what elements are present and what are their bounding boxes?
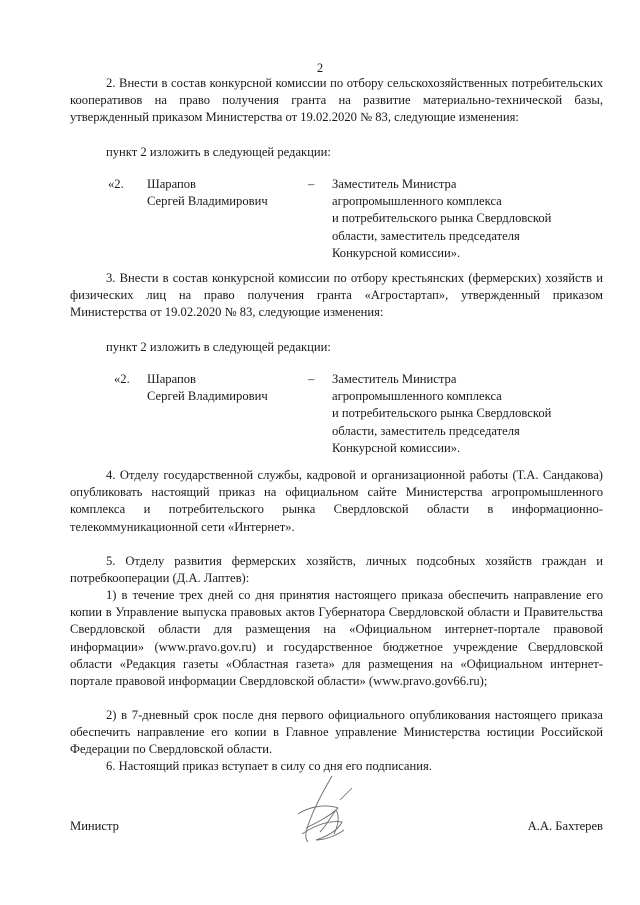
member-surname: Шарапов [147, 372, 196, 386]
position-line: агропромышленного комплекса [332, 194, 502, 209]
signatory-title: Министр [70, 819, 119, 833]
item-2-subtext: пункт 2 изложить в следующей редакции: [106, 145, 331, 159]
member-name [147, 176, 307, 210]
item-6-text: 6. Настоящий приказ вступает в силу со дня его подписания. [106, 759, 432, 773]
entry-dash: – [308, 372, 315, 386]
position-line: агропромышленного комплекса [332, 389, 502, 404]
item-5-text: 5. Отделу развития фермерских хозяйств, личных подсобных хозяйств граждан и потребкооперации (Д.А. Лаптев): [70, 554, 603, 586]
member-name [147, 371, 307, 405]
position-line: Конкурсной комиссии». [332, 440, 461, 455]
page-number: 2 [316, 61, 324, 75]
member-position [332, 371, 617, 457]
member-surname: Шарапов [147, 177, 196, 191]
item-5-subitem-1: 1) в течение трех дней со дня принятия настоящего приказа обеспечить направление его копии в Управление выпуска правовых актов Губернатора Свердловской области и Правительства Свердловской области для размещения на «Официальном интернет-портале правовой информации» (www.pravo.gov.ru) и государственное бюджетное учреждение Свердловской области «Редакция газеты «Областная газета» для размещения на «Официальном интернет-портале правовой информации Свердловской области» (www.pravo.gov66.ru); [70, 588, 603, 689]
item-3-member-entry [70, 371, 603, 461]
entry-dash: – [308, 177, 315, 191]
member-position [332, 176, 617, 262]
item-3-subtext: пункт 2 изложить в следующей редакции: [106, 340, 331, 354]
position-line: области, заместитель председателя [332, 228, 520, 243]
item-3-text: 3. Внести в состав конкурсной комиссии по отбору крестьянских (фермерских) хозяйств и физических лиц на право получения гранта «Агростартап», утвержденный приказом Министерства от 19.02.2020 № 83, следующие изменения: [70, 271, 603, 320]
position-line: и потребительского рынка Свердловской [332, 211, 552, 226]
position-line: и потребительского рынка Свердловской [332, 406, 552, 421]
position-line: Заместитель Министра [332, 177, 457, 191]
member-given-names: Сергей Владимирович [147, 194, 268, 209]
entry-number: «2. [114, 372, 130, 386]
position-line: Заместитель Министра [332, 372, 457, 386]
signature-block [70, 818, 603, 838]
item-4-text: 4. Отделу государственной службы, кадровой и организационной работы (Т.А. Сандакова) опубликовать настоящий приказ на официальном сайте Министерства агропромышленного комплекса и потребительского рынка Свердловской области в информационно-телекоммуникационной сети «Интернет». [70, 468, 603, 534]
position-line: области, заместитель председателя [332, 423, 520, 438]
handwritten-signature [280, 770, 370, 850]
entry-number: «2. [108, 177, 124, 191]
signatory-name: А.А. Бахтерев [527, 819, 603, 833]
position-line: Конкурсной комиссии». [332, 245, 461, 260]
member-given-names: Сергей Владимирович [147, 389, 268, 404]
item-2-member-entry [70, 176, 603, 266]
item-5-subitem-2: 2) в 7-дневный срок после дня первого официального опубликования настоящего приказа обеспечить направление его копии в Главное управление Министерства юстиции Российской Федерации по Свердловской области. [70, 708, 603, 757]
item-2-text: 2. Внести в состав конкурсной комиссии по отбору сельскохозяйственных потребительских кооперативов на право получения гранта на развитие материально-технической базы, утвержденный приказом Министерства от 19.02.2020 № 83, следующие изменения: [70, 76, 603, 125]
